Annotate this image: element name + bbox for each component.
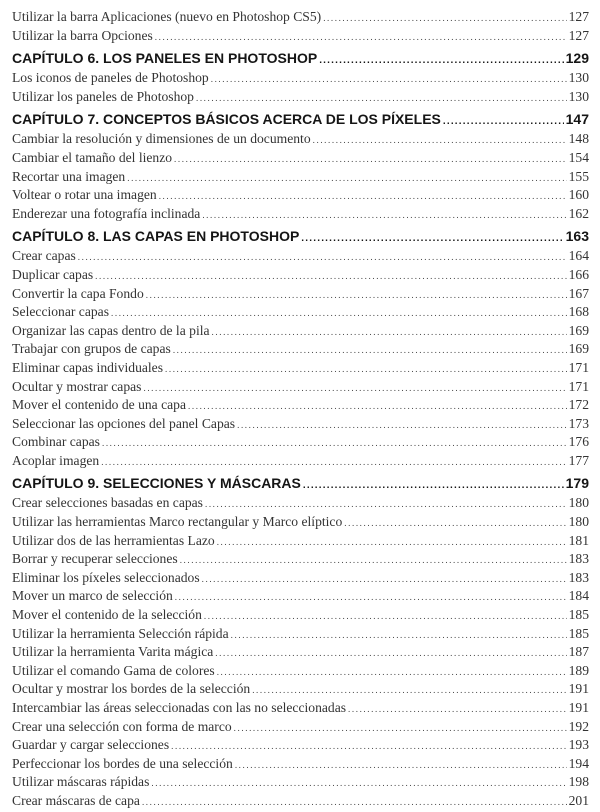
toc-page-number: 198 bbox=[568, 774, 589, 790]
toc-entry bbox=[12, 680, 589, 699]
toc-page-number: 183 bbox=[568, 569, 589, 585]
toc-entry bbox=[12, 643, 589, 662]
toc-entry bbox=[12, 27, 589, 46]
dot-leader bbox=[171, 737, 566, 756]
toc-entry bbox=[12, 452, 589, 471]
dot-leader bbox=[78, 248, 567, 267]
toc-entry-title: Ocultar y mostrar los bordes de la selección bbox=[12, 681, 251, 697]
dot-leader bbox=[196, 89, 567, 108]
toc-entry-title: Utilizar la barra Opciones bbox=[12, 27, 153, 43]
toc-page-number: 172 bbox=[568, 397, 589, 413]
dot-leader bbox=[173, 341, 567, 360]
toc-page-number: 185 bbox=[568, 607, 589, 623]
toc-entry-title: Crear capas bbox=[12, 248, 76, 264]
toc-entry-title: CAPÍTULO 6. LOS PANELES EN PHOTOSHOP bbox=[12, 50, 318, 67]
dot-leader bbox=[95, 267, 566, 286]
toc-entry-title: Duplicar capas bbox=[12, 266, 94, 282]
toc-entry bbox=[12, 773, 589, 792]
toc-entry bbox=[12, 285, 589, 304]
toc-entry-title: CAPÍTULO 8. LAS CAPAS EN PHOTOSHOP bbox=[12, 228, 300, 245]
table-of-contents bbox=[12, 8, 589, 811]
toc-entry-title: Trabajar con grupos de capas bbox=[12, 341, 171, 357]
toc-entry-title: Utilizar la herramienta Varita mágica bbox=[12, 644, 214, 660]
toc-entry-title: Enderezar una fotografía inclinada bbox=[12, 205, 201, 221]
dot-leader bbox=[159, 187, 567, 206]
toc-page-number: 167 bbox=[568, 285, 589, 301]
toc-entry-title: Recortar una imagen bbox=[12, 168, 126, 184]
dot-leader bbox=[313, 131, 567, 150]
toc-entry bbox=[12, 587, 589, 606]
toc-entry bbox=[12, 396, 589, 415]
toc-entry-title: Eliminar capas individuales bbox=[12, 359, 163, 375]
toc-entry bbox=[12, 303, 589, 322]
toc-page-number: 155 bbox=[568, 168, 589, 184]
toc-page-number: 173 bbox=[568, 415, 589, 431]
dot-leader bbox=[143, 379, 566, 398]
dot-leader bbox=[146, 286, 567, 305]
toc-entry-title: Utilizar los paneles de Photoshop bbox=[12, 88, 194, 104]
toc-entry bbox=[12, 186, 589, 205]
toc-entry-title: CAPÍTULO 9. SELECCIONES Y MÁSCARAS bbox=[12, 475, 301, 492]
dot-leader bbox=[323, 9, 566, 28]
toc-page-number: 191 bbox=[568, 700, 589, 715]
toc-entry bbox=[12, 662, 589, 681]
toc-entry bbox=[12, 359, 589, 378]
toc-page-number: 168 bbox=[568, 304, 589, 320]
toc-page-number: 185 bbox=[568, 625, 589, 641]
toc-entry-title: CAPÍTULO 7. CONCEPTOS BÁSICOS ACERCA DE LOS PÍXELES bbox=[12, 111, 441, 128]
toc-page-number: 171 bbox=[568, 378, 589, 394]
toc-entry bbox=[12, 792, 589, 811]
toc-page-number: 164 bbox=[568, 248, 589, 264]
toc-entry bbox=[12, 699, 589, 718]
toc-entry-title: Intercambiar las áreas seleccionadas con las no seleccionadas bbox=[12, 700, 347, 715]
toc-entry-title: Los iconos de paneles de Photoshop bbox=[12, 70, 209, 86]
toc-entry-title: Utilizar la herramienta Selección rápida bbox=[12, 625, 229, 641]
dot-leader bbox=[127, 169, 566, 188]
toc-entry bbox=[12, 718, 589, 737]
toc-entry bbox=[12, 513, 589, 532]
dot-leader bbox=[142, 793, 567, 812]
toc-page-number: 194 bbox=[568, 755, 589, 771]
toc-entry bbox=[12, 247, 589, 266]
toc-entry-title: Voltear o rotar una imagen bbox=[12, 187, 157, 203]
toc-entry bbox=[12, 88, 589, 107]
toc-entry-title: Crear máscaras de capa bbox=[12, 792, 140, 808]
dot-leader bbox=[205, 495, 567, 514]
toc-entry-title: Seleccionar las opciones del panel Capas bbox=[12, 415, 236, 431]
toc-page-number: 163 bbox=[565, 228, 589, 245]
toc-chapter-heading bbox=[12, 45, 589, 69]
toc-entry bbox=[12, 8, 589, 27]
toc-page-number: 177 bbox=[568, 452, 589, 468]
toc-chapter-heading bbox=[12, 106, 589, 130]
toc-entry-title: Mover un marco de selección bbox=[12, 588, 173, 604]
toc-entry bbox=[12, 494, 589, 513]
toc-entry-title: Crear una selección con forma de marco bbox=[12, 718, 232, 734]
toc-entry bbox=[12, 378, 589, 397]
toc-entry-title: Utilizar dos de las herramientas Lazo bbox=[12, 532, 215, 548]
toc-entry-title: Cambiar la resolución y dimensiones de un documento bbox=[12, 131, 311, 147]
toc-page-number: 169 bbox=[568, 341, 589, 357]
toc-page-number: 180 bbox=[568, 514, 589, 530]
dot-leader bbox=[101, 453, 566, 472]
toc-entry bbox=[12, 69, 589, 88]
toc-entry-title: Mover el contenido de una capa bbox=[12, 397, 187, 413]
toc-page-number: 169 bbox=[568, 322, 589, 338]
toc-entry-title: Utilizar máscaras rápidas bbox=[12, 774, 150, 790]
toc-page-number: 192 bbox=[568, 718, 589, 734]
dot-leader bbox=[234, 719, 567, 738]
toc-entry-title: Utilizar el comando Gama de colores bbox=[12, 662, 215, 678]
toc-chapter-heading bbox=[12, 223, 589, 247]
toc-entry bbox=[12, 266, 589, 285]
toc-entry bbox=[12, 322, 589, 341]
toc-page-number: 166 bbox=[568, 266, 589, 282]
toc-entry bbox=[12, 532, 589, 551]
dot-leader bbox=[217, 533, 567, 552]
toc-entry-title: Organizar las capas dentro de la pila bbox=[12, 322, 210, 338]
toc-entry-title: Seleccionar capas bbox=[12, 304, 109, 320]
toc-entry bbox=[12, 415, 589, 434]
toc-entry bbox=[12, 433, 589, 452]
toc-entry-title: Utilizar las herramientas Marco rectangular y Marco elíptico bbox=[12, 514, 343, 530]
toc-entry bbox=[12, 755, 589, 774]
toc-page-number: 171 bbox=[568, 359, 589, 375]
dot-leader bbox=[212, 323, 567, 342]
toc-page-number: 191 bbox=[568, 681, 589, 697]
toc-entry-title: Borrar y recuperar selecciones bbox=[12, 551, 178, 567]
toc-page-number: 193 bbox=[568, 737, 589, 753]
toc-entry bbox=[12, 149, 589, 168]
toc-entry bbox=[12, 625, 589, 644]
toc-entry bbox=[12, 550, 589, 569]
dot-leader bbox=[237, 416, 567, 435]
toc-entry-title: Utilizar la barra Aplicaciones (nuevo en Photoshop CS5) bbox=[12, 9, 322, 24]
dot-leader bbox=[211, 70, 567, 89]
toc-page-number: 154 bbox=[568, 149, 589, 165]
toc-page-number: 181 bbox=[568, 532, 589, 548]
toc-page-number: 130 bbox=[568, 88, 589, 104]
toc-entry bbox=[12, 340, 589, 359]
toc-page-number: 189 bbox=[568, 662, 589, 678]
toc-page-number: 179 bbox=[565, 475, 589, 492]
dot-leader bbox=[204, 607, 567, 626]
toc-page-number: 129 bbox=[565, 50, 589, 67]
toc-entry-title: Combinar capas bbox=[12, 434, 100, 450]
toc-entry-title: Cambiar el tamaño del lienzo bbox=[12, 149, 173, 165]
toc-entry-title: Perfeccionar los bordes de una selección bbox=[12, 755, 233, 771]
toc-entry-title: Mover el contenido de la selección bbox=[12, 607, 202, 623]
toc-entry-title: Crear selecciones basadas en capas bbox=[12, 495, 203, 511]
dot-leader bbox=[235, 756, 567, 775]
dot-leader bbox=[175, 588, 567, 607]
toc-entry-title: Ocultar y mostrar capas bbox=[12, 378, 142, 394]
toc-page-number: 162 bbox=[568, 205, 589, 221]
dot-leader bbox=[188, 397, 567, 416]
dot-leader bbox=[231, 626, 567, 645]
toc-entry-title: Eliminar los píxeles seleccionados bbox=[12, 569, 200, 585]
dot-leader bbox=[111, 304, 567, 323]
dot-leader bbox=[252, 681, 566, 700]
toc-entry bbox=[12, 168, 589, 187]
toc-page-number: 183 bbox=[568, 551, 589, 567]
dot-leader bbox=[344, 514, 566, 533]
dot-leader bbox=[151, 774, 566, 793]
toc-page-number: 147 bbox=[565, 111, 589, 128]
dot-leader bbox=[155, 28, 567, 47]
toc-chapter-heading bbox=[12, 470, 589, 494]
toc-entry bbox=[12, 736, 589, 755]
toc-page-number: 160 bbox=[568, 187, 589, 203]
toc-page-number: 130 bbox=[568, 70, 589, 86]
toc-entry-title: Guardar y cargar selecciones bbox=[12, 737, 170, 753]
toc-entry bbox=[12, 569, 589, 588]
dot-leader bbox=[348, 700, 567, 719]
toc-page-number: 184 bbox=[568, 588, 589, 604]
dot-leader bbox=[217, 663, 567, 682]
dot-leader bbox=[174, 150, 567, 169]
toc-entry-title: Convertir la capa Fondo bbox=[12, 285, 144, 301]
toc-page-number: 127 bbox=[568, 27, 589, 43]
toc-entry bbox=[12, 205, 589, 224]
toc-page-number: 148 bbox=[568, 131, 589, 147]
dot-leader bbox=[165, 360, 567, 379]
toc-entry bbox=[12, 606, 589, 625]
toc-page-number: 127 bbox=[568, 9, 589, 24]
dot-leader bbox=[180, 551, 567, 570]
dot-leader bbox=[215, 644, 566, 663]
toc-page-number: 176 bbox=[568, 434, 589, 450]
toc-entry-title: Acoplar imagen bbox=[12, 452, 100, 468]
toc-page-number: 180 bbox=[568, 495, 589, 511]
dot-leader bbox=[202, 206, 566, 225]
dot-leader bbox=[102, 434, 567, 453]
toc-page-number: 201 bbox=[568, 792, 589, 808]
dot-leader bbox=[202, 570, 567, 589]
toc-entry bbox=[12, 130, 589, 149]
toc-page-number: 187 bbox=[568, 644, 589, 660]
